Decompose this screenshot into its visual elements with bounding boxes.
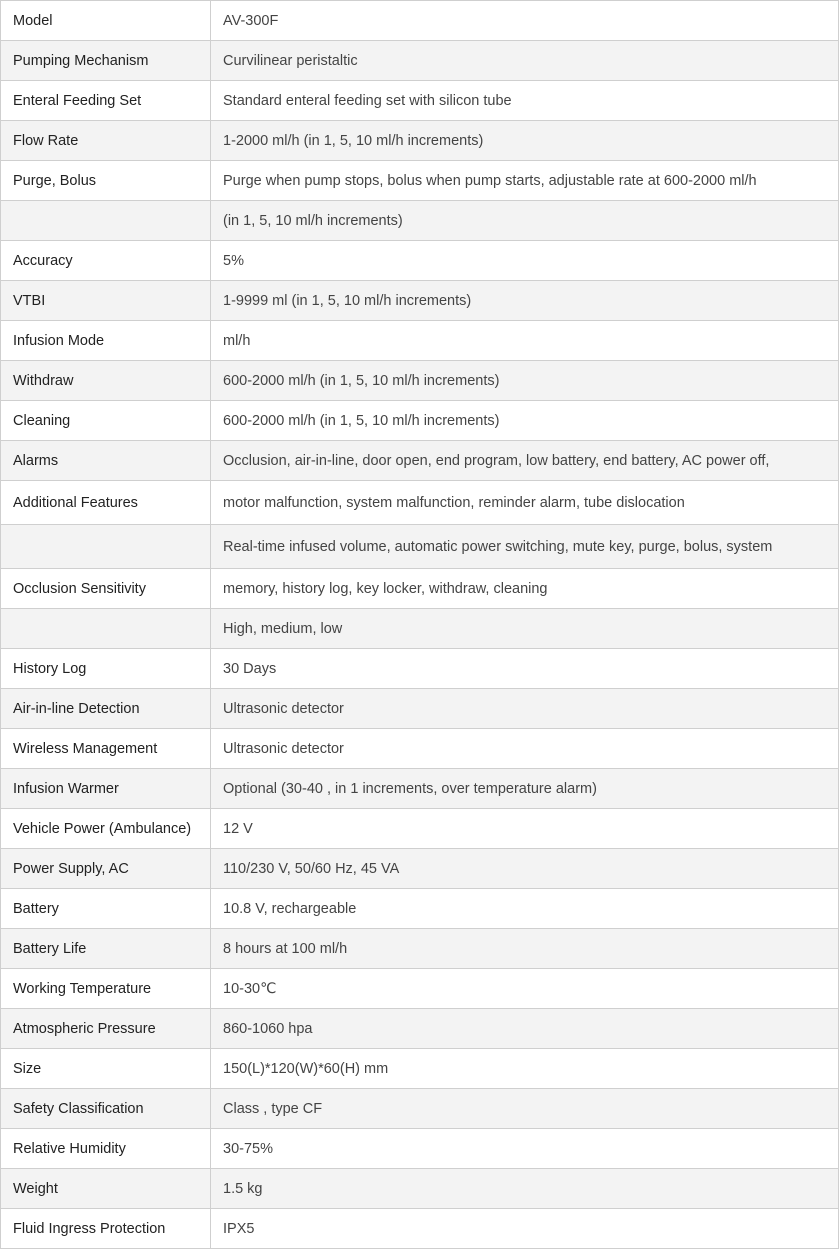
row-value: High, medium, low bbox=[211, 609, 839, 649]
row-value: 5% bbox=[211, 241, 839, 281]
row-value: IPX5 bbox=[211, 1209, 839, 1249]
table-row bbox=[1, 401, 839, 441]
row-label: Alarms bbox=[1, 441, 211, 481]
row-value: ml/h bbox=[211, 321, 839, 361]
row-label: Relative Humidity bbox=[1, 1129, 211, 1169]
table-row bbox=[1, 1209, 839, 1249]
row-value: Optional (30-40 , in 1 increments, over temperature alarm) bbox=[211, 769, 839, 809]
row-value: Ultrasonic detector bbox=[211, 729, 839, 769]
row-label: Vehicle Power (Ambulance) bbox=[1, 809, 211, 849]
table-row bbox=[1, 609, 839, 649]
table-row bbox=[1, 1089, 839, 1129]
row-value: Standard enteral feeding set with silicon tube bbox=[211, 81, 839, 121]
table-row bbox=[1, 1, 839, 41]
table-row bbox=[1, 441, 839, 481]
row-value: 600-2000 ml/h (in 1, 5, 10 ml/h increments) bbox=[211, 401, 839, 441]
table-row bbox=[1, 281, 839, 321]
row-label: VTBI bbox=[1, 281, 211, 321]
table-row bbox=[1, 889, 839, 929]
table-row bbox=[1, 769, 839, 809]
table-row bbox=[1, 1129, 839, 1169]
row-label: Battery Life bbox=[1, 929, 211, 969]
row-label: Infusion Warmer bbox=[1, 769, 211, 809]
row-label: Accuracy bbox=[1, 241, 211, 281]
row-label: Additional Features bbox=[1, 481, 211, 525]
table-row bbox=[1, 649, 839, 689]
row-label: Atmospheric Pressure bbox=[1, 1009, 211, 1049]
row-value: AV-300F bbox=[211, 1, 839, 41]
row-label: Battery bbox=[1, 889, 211, 929]
row-value: 8 hours at 100 ml/h bbox=[211, 929, 839, 969]
row-label: Cleaning bbox=[1, 401, 211, 441]
row-value: 1-9999 ml (in 1, 5, 10 ml/h increments) bbox=[211, 281, 839, 321]
row-value: memory, history log, key locker, withdraw, cleaning bbox=[211, 569, 839, 609]
row-label: Air-in-line Detection bbox=[1, 689, 211, 729]
table-row bbox=[1, 1009, 839, 1049]
row-value: Occlusion, air-in-line, door open, end program, low battery, end battery, AC power off, bbox=[211, 441, 839, 481]
row-value: 600-2000 ml/h (in 1, 5, 10 ml/h increments) bbox=[211, 361, 839, 401]
row-label bbox=[1, 609, 211, 649]
row-value: Ultrasonic detector bbox=[211, 689, 839, 729]
table-row bbox=[1, 809, 839, 849]
table-row bbox=[1, 689, 839, 729]
row-label: Wireless Management bbox=[1, 729, 211, 769]
row-value: 30-75% bbox=[211, 1129, 839, 1169]
row-value: 860-1060 hpa bbox=[211, 1009, 839, 1049]
table-row bbox=[1, 361, 839, 401]
table-row bbox=[1, 201, 839, 241]
row-value: Class , type CF bbox=[211, 1089, 839, 1129]
row-label: Flow Rate bbox=[1, 121, 211, 161]
row-value: motor malfunction, system malfunction, reminder alarm, tube dislocation bbox=[211, 481, 839, 525]
table-row bbox=[1, 241, 839, 281]
row-value: Purge when pump stops, bolus when pump starts, adjustable rate at 600-2000 ml/h bbox=[211, 161, 839, 201]
row-label bbox=[1, 525, 211, 569]
row-label: Safety Classification bbox=[1, 1089, 211, 1129]
row-label: Fluid Ingress Protection bbox=[1, 1209, 211, 1249]
row-label: Enteral Feeding Set bbox=[1, 81, 211, 121]
row-value: Real-time infused volume, automatic power switching, mute key, purge, bolus, system bbox=[211, 525, 839, 569]
row-label: Working Temperature bbox=[1, 969, 211, 1009]
table-row bbox=[1, 849, 839, 889]
table-row bbox=[1, 525, 839, 569]
row-value: 150(L)*120(W)*60(H) mm bbox=[211, 1049, 839, 1089]
table-row bbox=[1, 929, 839, 969]
row-value: 1-2000 ml/h (in 1, 5, 10 ml/h increments) bbox=[211, 121, 839, 161]
row-value: (in 1, 5, 10 ml/h increments) bbox=[211, 201, 839, 241]
table-row bbox=[1, 729, 839, 769]
row-label: Infusion Mode bbox=[1, 321, 211, 361]
table-row bbox=[1, 81, 839, 121]
row-value: Curvilinear peristaltic bbox=[211, 41, 839, 81]
row-label: Model bbox=[1, 1, 211, 41]
row-value: 12 V bbox=[211, 809, 839, 849]
table-row bbox=[1, 321, 839, 361]
row-label: Power Supply, AC bbox=[1, 849, 211, 889]
row-value: 10-30℃ bbox=[211, 969, 839, 1009]
row-value: 110/230 V, 50/60 Hz, 45 VA bbox=[211, 849, 839, 889]
row-value: 1.5 kg bbox=[211, 1169, 839, 1209]
row-label: Purge, Bolus bbox=[1, 161, 211, 201]
row-label: Withdraw bbox=[1, 361, 211, 401]
row-label: Occlusion Sensitivity bbox=[1, 569, 211, 609]
table-row bbox=[1, 1049, 839, 1089]
row-label: Pumping Mechanism bbox=[1, 41, 211, 81]
table-row bbox=[1, 569, 839, 609]
table-row bbox=[1, 41, 839, 81]
row-label: Size bbox=[1, 1049, 211, 1089]
row-value: 10.8 V, rechargeable bbox=[211, 889, 839, 929]
table-row bbox=[1, 481, 839, 525]
row-label: Weight bbox=[1, 1169, 211, 1209]
row-label: History Log bbox=[1, 649, 211, 689]
row-value: 30 Days bbox=[211, 649, 839, 689]
table-row bbox=[1, 1169, 839, 1209]
table-row bbox=[1, 161, 839, 201]
table-row bbox=[1, 969, 839, 1009]
table-row bbox=[1, 121, 839, 161]
row-label bbox=[1, 201, 211, 241]
